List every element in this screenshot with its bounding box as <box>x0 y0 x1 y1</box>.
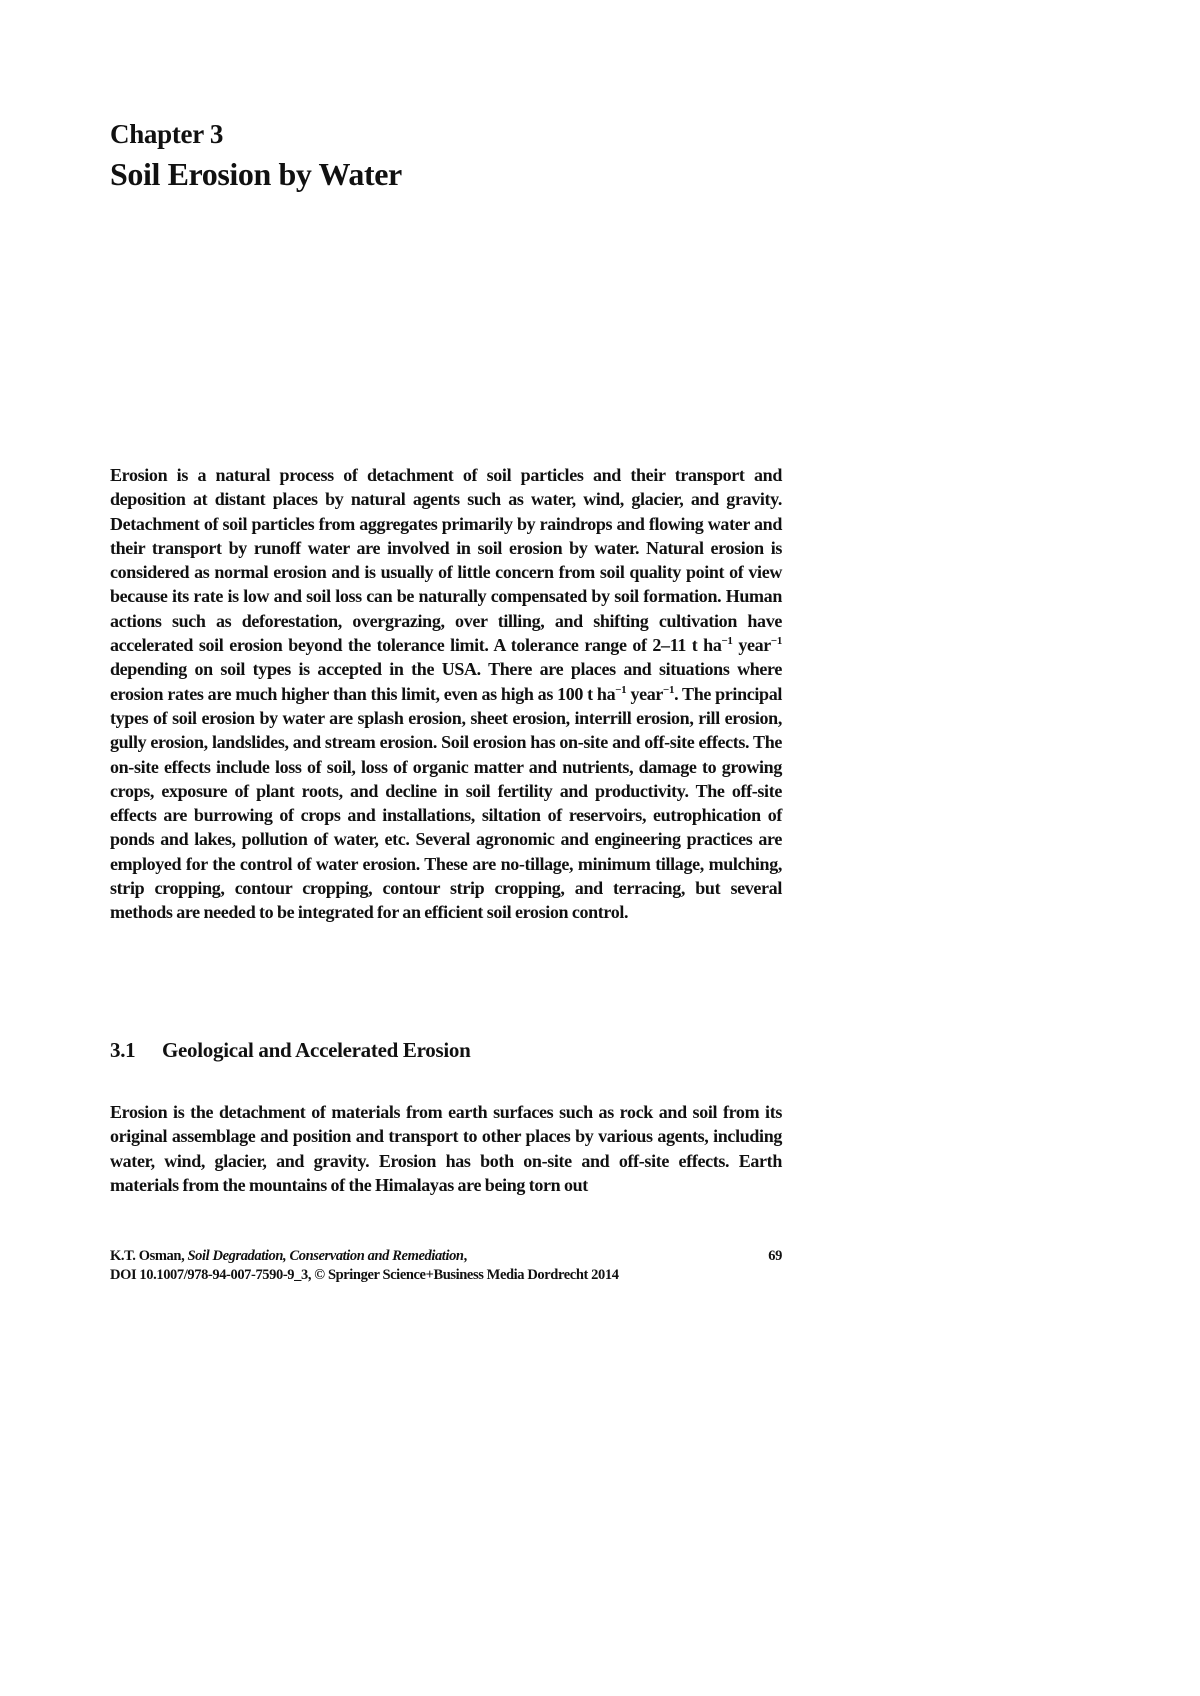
exponent: −1 <box>770 635 782 648</box>
chapter-title: Soil Erosion by Water <box>110 156 402 192</box>
abstract-text-1: Erosion is a natural process of detachment of soil particles and their transport and deposition at distant places by natural agents such as water, wind, glacier, and gravity. Detachment of soil particles from aggregates primarily by raindrops and flowing water and their transport by runoff water are involved in soil erosion by water. Natural erosion is considered as normal erosion and is usually of little concern from soil quality point of view because its rate is low and soil loss can be naturally compensated by soil formation. Human actions such as deforestation, overgrazing, over tilling, and shifting cultivation have accelerated soil erosion beyond the tolerance limit. A tolerance range of 2–11 t ha <box>110 465 782 656</box>
abstract-text-5: . The principal types of soil erosion by water are splash erosion, sheet erosion, interrill erosion, rill erosion, gully erosion, landslides, and stream erosion. Soil erosion has on-site and off-site effects. The on-site effects include loss of soil, loss of organic matter and nutrients, damage to growing crops, exposure of plant roots, and decline in soil fertility and productivity. The off-site effects are burrowing of crops and installations, siltation of reservoirs, eutrophication of ponds and lakes, pollution of water, etc. Several agronomic and engineering practices are employed for the control of water erosion. These are no-tillage, minimum tillage, mulching, strip cropping, contour cropping, contour strip cropping, and terracing, but several methods are needed to be integrated for an efficient soil erosion control. <box>110 683 782 923</box>
doi-line: DOI 10.1007/978-94-007-7590-9_3, © Springer Science+Business Media Dordrecht 2014 <box>110 1267 619 1283</box>
abstract-text-3: depending on soil types is accepted in the USA. There are places and situations where erosion rates are much higher than this limit, even as high as 100 t ha <box>110 659 782 704</box>
chapter-abstract <box>110 463 782 925</box>
abstract-text-2: year <box>732 635 771 656</box>
footer-punctuation: , <box>463 1248 467 1264</box>
section-title: Geological and Accelerated Erosion <box>162 1038 471 1062</box>
chapter-label: Chapter 3 <box>110 119 224 149</box>
citation-line <box>110 1247 782 1266</box>
page-number: 69 <box>768 1248 782 1264</box>
page-footer <box>110 1247 782 1285</box>
exponent: −1 <box>615 683 627 696</box>
footer-author: K.T. Osman, <box>110 1248 188 1264</box>
section-heading <box>110 1037 470 1063</box>
abstract-text-4: year <box>626 683 664 704</box>
section-number: 3.1 <box>110 1038 136 1062</box>
footer-book-title: Soil Degradation, Conservation and Remediation <box>187 1248 464 1264</box>
section-body-text: Erosion is the detachment of materials from earth surfaces such as rock and soil from its original assemblage and position and transport to other places by various agents, including water, wind, glacier, and gravity. Erosion has both on-site and off-site effects. Earth materials from the mountains of the Himalayas are being torn out <box>110 1102 782 1195</box>
exponent: −1 <box>663 683 675 696</box>
exponent: −1 <box>721 635 733 648</box>
